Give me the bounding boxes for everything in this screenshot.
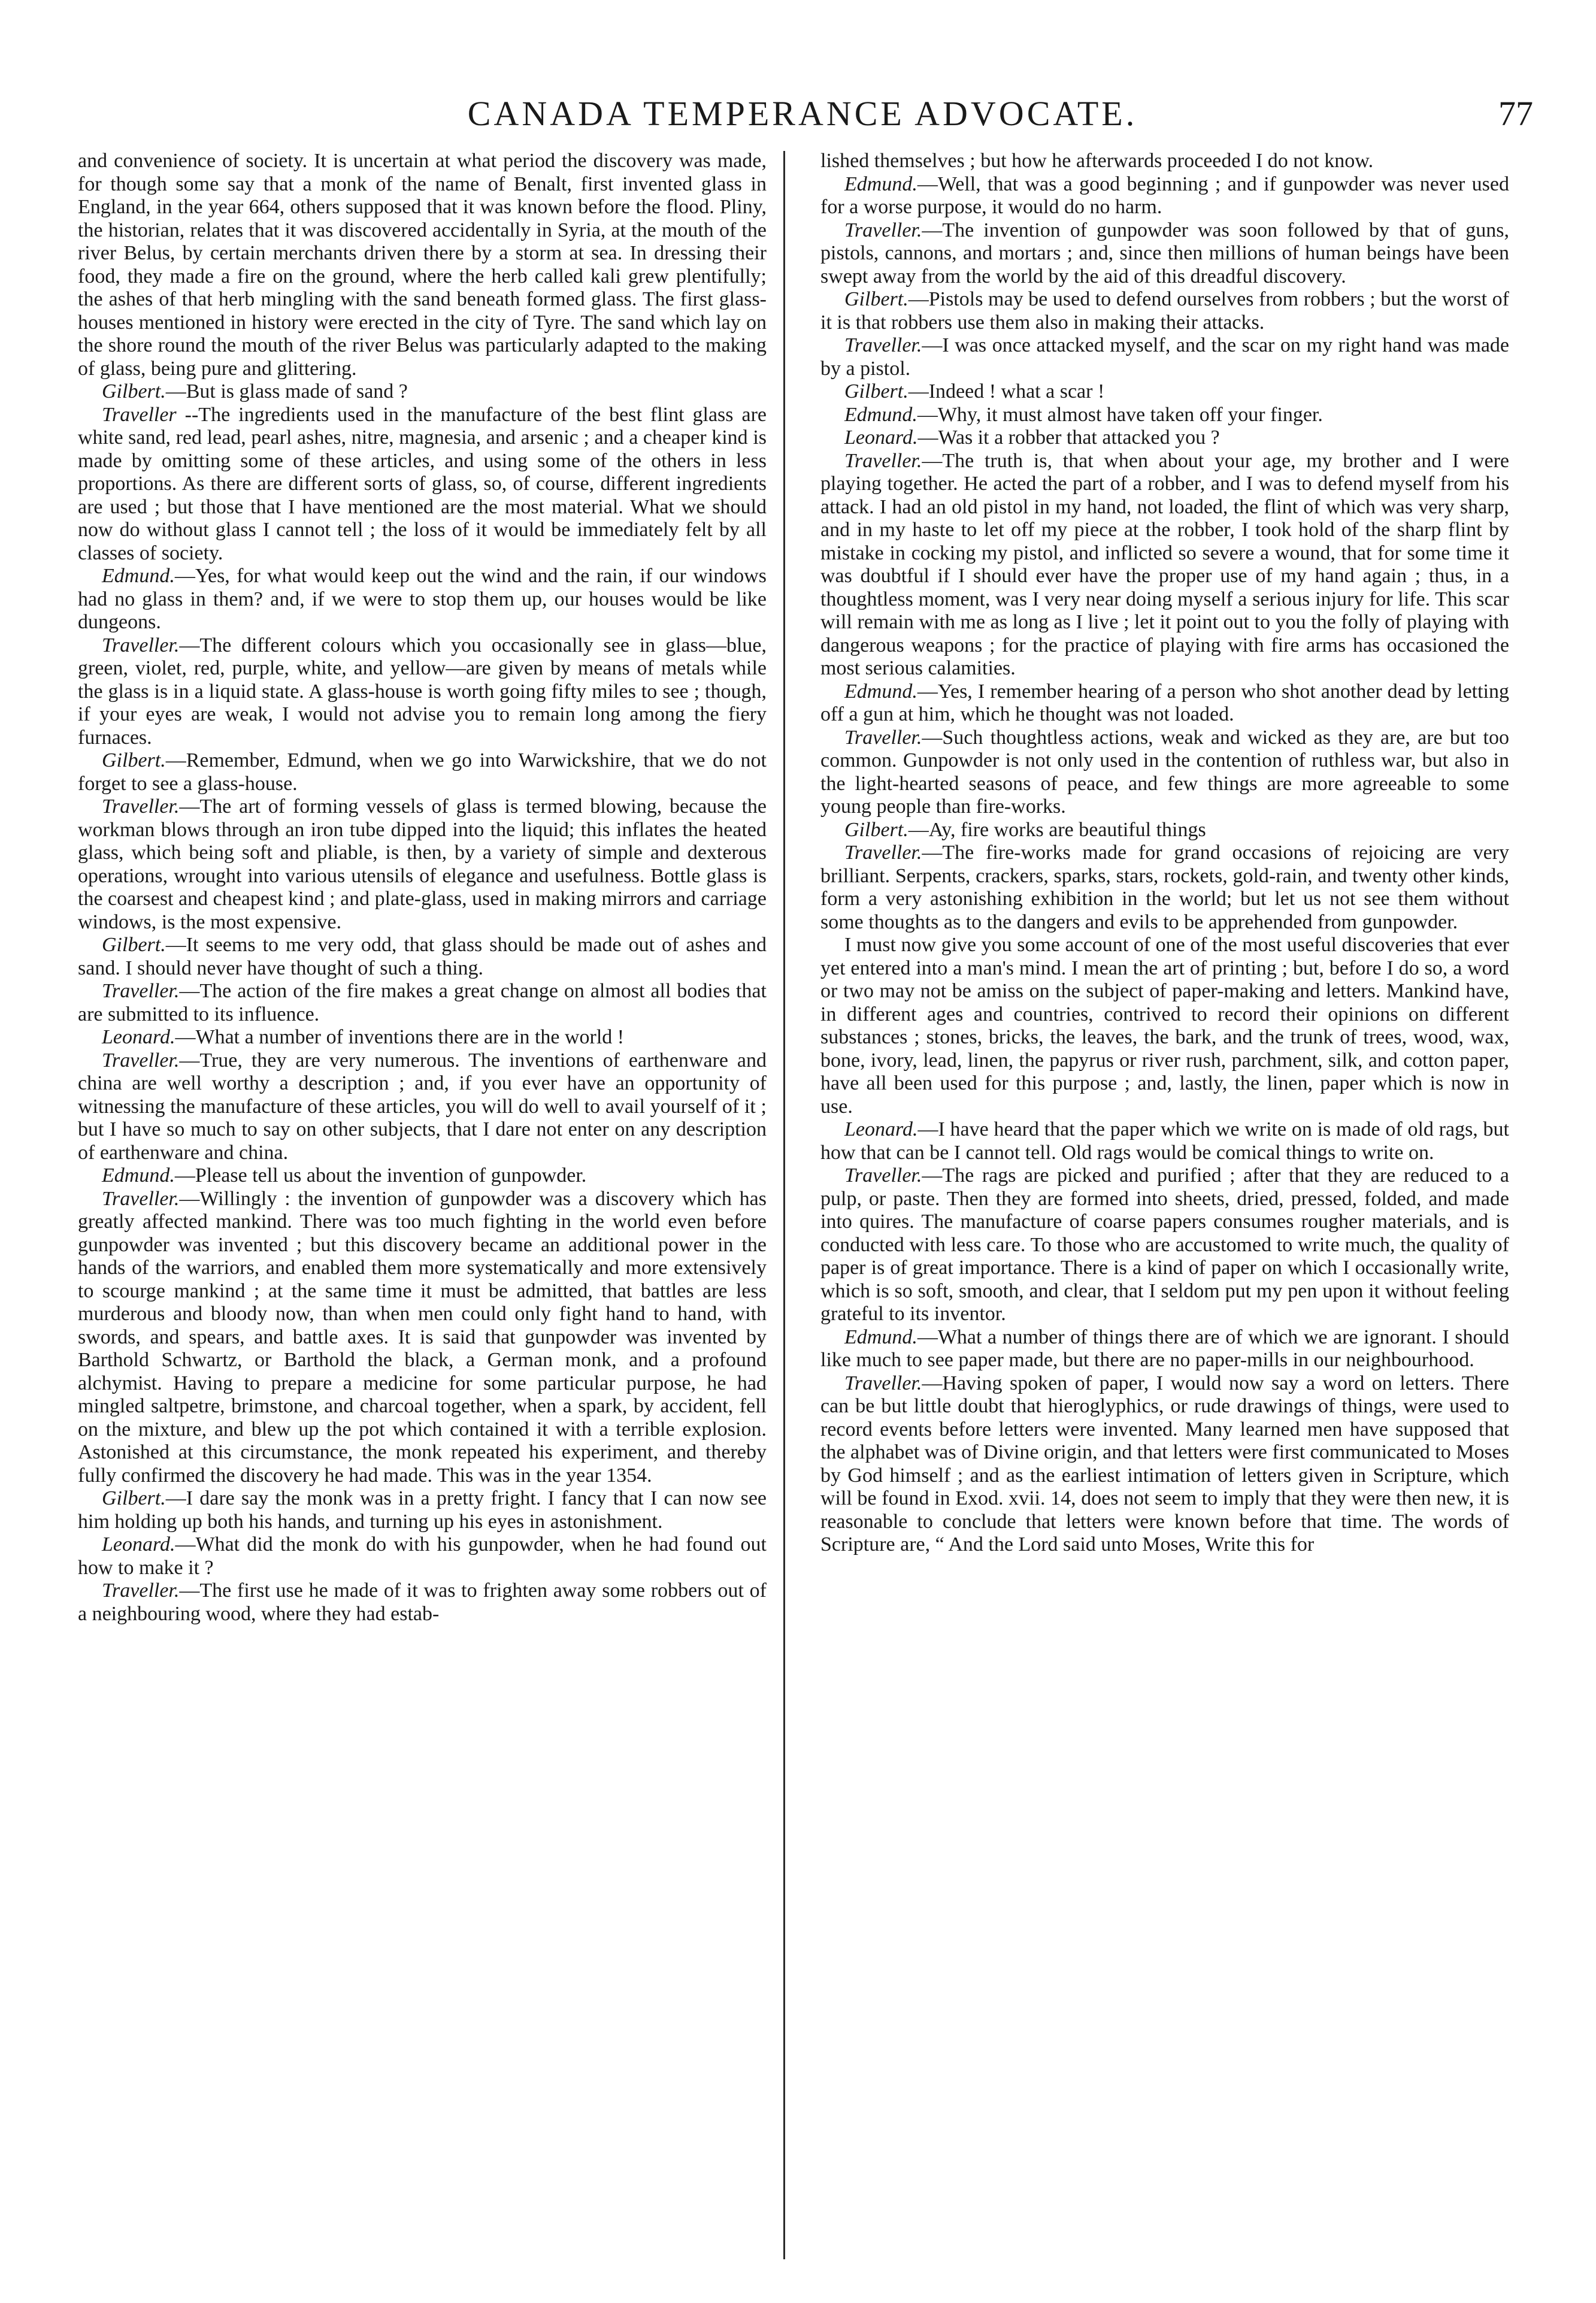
paragraph [78,749,767,795]
paragraph [78,1533,767,1579]
speaker-name: Gilbert. [844,288,908,310]
speaker-name: Traveller. [102,1579,180,1602]
speaker-name: Traveller. [102,980,180,1002]
paragraph [820,219,1509,289]
paragraph-text: —I dare say the monk was in a pretty fright. I fancy that I can now see him holding up both his hands, and turning up his eyes in astonishment. [78,1487,767,1533]
paragraph-text: lished themselves ; but how he afterwards proceeded I do not know. [820,150,1374,172]
paragraph-text: —Ay, fire works are beautiful things [908,818,1206,841]
paragraph [820,1372,1509,1557]
speaker-name: Gilbert. [844,818,908,841]
paragraph-text: —Remember, Edmund, when we go into Warwickshire, that we do not forget to see a glass-house. [78,749,767,795]
speaker-name: Traveller. [844,449,922,472]
paragraph-text: —What did the monk do with his gunpowder, when he had found out how to make it ? [78,1533,767,1579]
paragraph-text: —The first use he made of it was to frighten away some robbers out of a neighbouring wood, where they had estab- [78,1579,767,1625]
speaker-name: Traveller. [102,634,180,656]
paragraph [78,1164,767,1188]
speaker-name: Leonard. [844,1118,918,1140]
paragraph-text: —Having spoken of paper, I would now say a word on letters. There can be but little doubt that hieroglyphics, or rude drawings of things, were used to record events before letters were invented. Many learned men have supposed that the alphabet was of Divine origin, and that letters were first communicated to Moses by God himself ; and as the earliest intimation of letters given in Scripture, which will be found in Exod. xvii. 14, does not seem to imply that they were then new, it is reasonable to conclude that letters were known before that time. The words of Scripture are, “ And the Lord said unto Moses, Write this for [820,1372,1509,1555]
paragraph [820,404,1509,427]
paragraph-text: —Indeed ! what a scar ! [908,380,1105,403]
speaker-name: Traveller. [844,726,922,749]
paragraph-text: —It seems to me very odd, that glass should be made out of ashes and sand. I should never have thought of such a thing. [78,934,767,979]
paragraph-text: —The truth is, that when about your age, my brother and I were playing together. He acted the part of a robber, and I was to defend myself from his attack. I had an old pistol in my hand, not loaded, the flint of which was very sharp, and in my haste to let off my piece at the robber, I took hold of the sharp flint by mistake in cocking my pistol, and inflicted so severe a wound, that for some time it was doubtful if I should ever have the proper use of my hand again ; thus, in a thoughtless moment, was I very near doing myself a serious injury for life. This scar will remain with me as long as I live ; let it point out to you the folly of playing with dangerous weapons ; for the practice of playing with fire arms has occasioned the most serious calamities. [820,449,1509,679]
paragraph-text: —But is glass made of sand ? [165,380,408,403]
speaker-name: Edmund. [844,1325,917,1348]
paragraph [78,634,767,750]
paragraph-text: I must now give you some account of one of the most useful discoveries that ever yet entered into a man's mind. I mean the art of printing ; but, before I do so, a word or two may not be amiss on the subject of paper-making and letters. Mankind have, in different ages and countries, contrived to record their opinions on different substances ; stones, bricks, the leaves, the bark, and the trunk of trees, wood, wax, bone, ivory, lead, linen, the papyrus or river rush, parchment, silk, and cotton paper, have all been used for this purpose ; and, lastly, the linen, paper which is now in use. [820,934,1509,1118]
speaker-name: Edmund. [844,403,917,426]
paragraph [820,934,1509,1118]
speaker-name: Traveller. [844,842,922,864]
paragraph-text: —The fire-works made for grand occasions of rejoicing are very brilliant. Serpents, crackers, sparks, stars, rockets, gold-rain, and twenty other kinds, form a very astonishing exhibition in the world; but let us not see them without some thoughts as to the dangers and evils to be apprehended from gunpowder. [820,842,1509,933]
speaker-name: Traveller. [844,1372,922,1394]
paragraph [78,1579,767,1626]
paragraph-text: —The different colours which you occasionally see in glass—blue, green, violet, red, purple, white, and yellow—are given by means of metals while the glass is in a liquid state. A glass-house is worth going fifty miles to see ; though, if your eyes are weak, I would not advise you to remain long among the fiery furnaces. [78,634,767,749]
paragraph-text: —What a number of things there are of which we are ignorant. I should like much to see paper made, but there are no paper-mills in our neighbourhood. [820,1325,1509,1371]
paragraph [78,934,767,980]
paragraph [820,1118,1509,1164]
speaker-name: Edmund. [102,1164,175,1187]
paragraph [78,980,767,1026]
running-title: CANADA TEMPERANCE ADVOCATE. [467,94,1138,133]
paragraph-text: —What a number of inventions there are in the world ! [175,1026,625,1048]
speaker-name: Edmund. [102,565,175,587]
paragraph [78,565,767,634]
paragraph [78,404,767,565]
paragraph-text: and convenience of society. It is uncertain at what period the discovery was made, for though some say that a monk of the name of Benalt, first invented glass in England, in the year 664, others supposed that it was known before the flood. Pliny, the historian, relates that it was discovered accidentally in Syria, at the mouth of the river Belus, by certain merchants driven there by a storm at sea. In dressing their food, they made a fire on the ground, where the herb called kali grew plentifully; the ashes of that herb mingling with the sand beneath formed glass. The first glass-houses mentioned in history were erected in the city of Tyre. The sand which lay on the shore round the mouth of the river Belus was particularly adapted to the making of glass, being pure and glittering. [78,150,767,380]
paragraph-text: —I was once attacked myself, and the scar on my right hand was made by a pistol. [820,334,1509,380]
paragraph [820,380,1509,404]
speaker-name: Gilbert. [102,934,166,956]
paragraph-text: —True, they are very numerous. The inventions of earthenware and china are well worthy a description ; and, if you ever have an opportunity of witnessing the manufacture of these articles, you will do well to avail yourself of it ; but I have so much to say on other subjects, that I dare not enter on any description of earthenware and china. [78,1049,767,1164]
column-divider [783,151,785,2259]
paragraph-text: —Please tell us about the invention of gunpowder. [174,1164,587,1187]
paragraph-text: —The action of the fire makes a great change on almost all bodies that are submitted to its influence. [78,980,767,1025]
paragraph [78,1188,767,1488]
paragraph-text: —The invention of gunpowder was soon followed by that of guns, pistols, cannons, and mortars ; and, since then millions of human beings have been swept away from the world by the aid of this dreadful discovery. [820,219,1509,288]
paragraph-text: —Well, that was a good beginning ; and if gunpowder was never used for a worse purpose, it would do no harm. [820,173,1509,218]
paragraph-text: --The ingredients used in the manufacture of the best flint glass are white sand, red lead, pearl ashes, nitre, magnesia, and arsenic ; and a cheaper kind is made by omitting some of these articles, and using some of the others in less proportions. As there are different sorts of glass, so, of course, different ingredients are used ; but those that I have mentioned are the most material. What we should now do without glass I cannot tell ; the loss of it would be immediately felt by all classes of society. [78,403,767,564]
page-header [72,90,1533,138]
paragraph-text: —Yes, I remember hearing of a person who shot another dead by letting off a gun at him, which he thought was not loaded. [820,680,1509,725]
paragraph-text: —Why, it must almost have taken off your finger. [917,403,1323,426]
paragraph [820,426,1509,450]
speaker-name: Leonard. [102,1533,175,1555]
speaker-name: Leonard. [102,1026,175,1048]
paragraph [820,842,1509,934]
paragraph [820,334,1509,380]
speaker-name: Traveller. [102,795,180,818]
paragraph-text: —Pistols may be used to defend ourselves from robbers ; but the worst of it is that robbers use them also in making their attacks. [820,288,1509,334]
paragraph [820,150,1509,173]
speaker-name: Edmund. [844,173,917,195]
paragraph [820,173,1509,219]
left-column [78,150,767,2270]
paragraph-text: —Yes, for what would keep out the wind and the rain, if our windows had no glass in them? and, if we were to stop them up, our houses would be like dungeons. [78,565,767,633]
speaker-name: Traveller. [102,1049,180,1072]
paragraph-text: —The rags are picked and purified ; after that they are reduced to a pulp, or paste. Then they are formed into sheets, dried, pressed, folded, and made into quires. The manufacture of coarse papers consumes rougher materials, and is conducted with less care. To those who are accustomed to write much, the quality of paper is of great importance. There is a kind of paper on which I occasionally write, which is so soft, smooth, and clear, that I seldom put my pen upon it without feeling grateful to its inventor. [820,1164,1509,1325]
speaker-name: Traveller. [102,1187,180,1210]
paragraph-text: —Such thoughtless actions, weak and wicked as they are, are but too common. Gunpowder is not only used in the contention of ruthless war, but also in the light-hearted seasons of peace, and few things are more agreeable to some young people than fire-works. [820,726,1509,818]
speaker-name: Edmund. [844,680,917,703]
speaker-name: Gilbert. [102,1487,166,1509]
page-number: 77 [1498,94,1533,133]
speaker-name: Traveller [102,403,177,426]
speaker-name: Gilbert. [102,380,166,403]
paragraph [820,680,1509,727]
paragraph-text: —I have heard that the paper which we write on is made of old rags, but how that can be I cannot tell. Old rags would be comical things to write on. [820,1118,1509,1164]
speaker-name: Traveller. [844,219,922,241]
paragraph [78,1487,767,1533]
paragraph-text: —Was it a robber that attacked you ? [917,426,1220,449]
right-column [820,150,1509,2270]
speaker-name: Gilbert. [102,749,166,771]
paragraph-text: —Willingly : the invention of gunpowder was a discovery which has greatly affected mankind. There was too much fighting in the world even before gunpowder was invented ; but this discovery became an additional power in the hands of the warriors, and enabled them more systematically and more extensively to scourge mankind ; at the same time it must be admitted, that battles are less murderous and bloody now, than when men could only fight hand to hand, with swords, and spears, and battle axes. It is said that gunpowder was invented by Barthold Schwartz, or Barthold the black, a German monk, and a profound alchymist. Having to prepare a medicine for some particular purpose, he had mingled saltpetre, brimstone, and charcoal together, when a spark, by accident, fell on the mixture, and blew up the pot which contained it with a terrible explosion. Astonished at this circumstance, the monk repeated his experiment, and thereby fully confirmed the discovery he had made. This was in the year 1354. [78,1187,767,1487]
speaker-name: Traveller. [844,1164,922,1187]
paragraph [820,1326,1509,1372]
paragraph [820,450,1509,680]
speaker-name: Traveller. [844,334,922,356]
paragraph [820,727,1509,819]
speaker-name: Leonard. [844,426,918,449]
paragraph [78,795,767,934]
paragraph [78,1026,767,1049]
paragraph [820,819,1509,842]
speaker-name: Gilbert. [844,380,908,403]
paragraph [78,380,767,404]
paragraph-text: —The art of forming vessels of glass is termed blowing, because the workman blows through an iron tube dipped into the liquid; this inflates the heated glass, which being soft and pliable, is then, by a variety of simple and dexterous operations, wrought into various utensils of elegance and usefulness. Bottle glass is the coarsest and cheapest kind ; and plate-glass, used in making mirrors and carriage windows, is the most expensive. [78,795,767,933]
paragraph [78,1049,767,1165]
paragraph [820,288,1509,334]
paragraph [78,150,767,380]
paragraph [820,1164,1509,1326]
